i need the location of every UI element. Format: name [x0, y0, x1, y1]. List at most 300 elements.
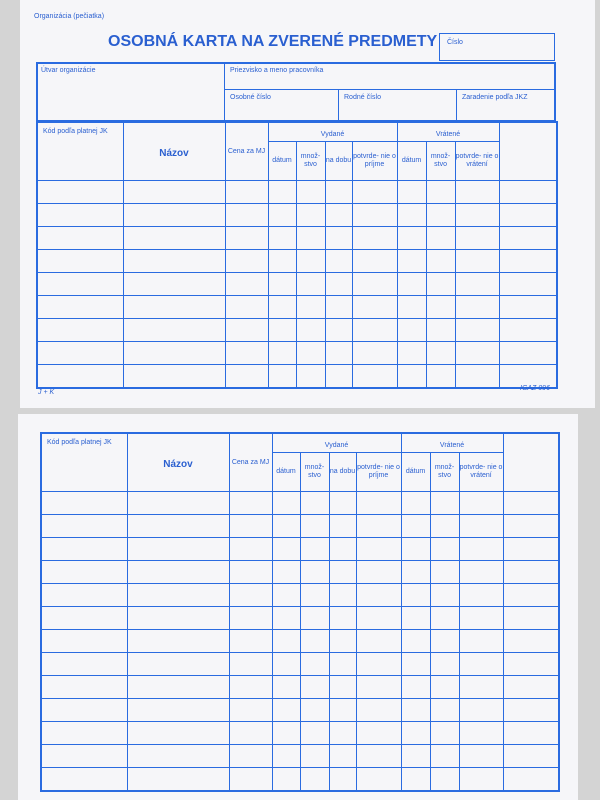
table-cell[interactable]	[499, 250, 557, 273]
table-cell[interactable]	[329, 630, 356, 653]
table-cell[interactable]	[499, 319, 557, 342]
table-cell[interactable]	[296, 204, 325, 227]
price-header: Cena za MJ	[225, 122, 268, 181]
table-cell[interactable]	[352, 227, 397, 250]
table-cell[interactable]	[352, 181, 397, 204]
returned-quantity-header: množ- stvo	[426, 142, 455, 181]
table-cell[interactable]	[503, 607, 559, 630]
table-cell[interactable]	[329, 699, 356, 722]
table-cell[interactable]	[352, 204, 397, 227]
back-code-header: Kód podľa platnej JK	[41, 433, 127, 492]
table-cell[interactable]	[397, 250, 426, 273]
table-cell[interactable]	[300, 745, 329, 768]
table-cell[interactable]	[229, 630, 272, 653]
table-cell[interactable]	[356, 722, 401, 745]
table-cell[interactable]	[455, 204, 499, 227]
table-cell[interactable]	[401, 607, 430, 630]
table-cell[interactable]	[459, 561, 503, 584]
table-cell[interactable]	[300, 653, 329, 676]
table-cell[interactable]	[426, 181, 455, 204]
table-cell[interactable]	[430, 722, 459, 745]
table-cell[interactable]	[401, 492, 430, 515]
table-cell[interactable]	[300, 676, 329, 699]
back-returned-header: Vrátené	[401, 433, 503, 453]
table-row	[37, 365, 557, 388]
table-cell[interactable]	[503, 745, 559, 768]
table-cell[interactable]	[296, 181, 325, 204]
table-cell[interactable]	[401, 722, 430, 745]
employee-info-block	[36, 62, 556, 122]
table-cell[interactable]	[225, 365, 268, 388]
back-returned-quantity-header: množ- stvo	[430, 453, 459, 492]
table-cell[interactable]	[397, 227, 426, 250]
table-cell[interactable]	[401, 584, 430, 607]
table-cell[interactable]	[352, 273, 397, 296]
table-cell[interactable]	[127, 561, 229, 584]
table-cell[interactable]	[503, 768, 559, 791]
table-cell[interactable]	[127, 515, 229, 538]
table-cell[interactable]	[37, 319, 123, 342]
table-cell[interactable]	[123, 204, 225, 227]
table-cell[interactable]	[123, 342, 225, 365]
table-row	[37, 319, 557, 342]
table-cell[interactable]	[225, 250, 268, 273]
table-cell[interactable]	[325, 273, 352, 296]
front-sheet	[20, 0, 595, 408]
table-cell[interactable]	[225, 273, 268, 296]
table-cell[interactable]	[300, 492, 329, 515]
table-cell[interactable]	[499, 227, 557, 250]
table-cell[interactable]	[455, 319, 499, 342]
table-cell[interactable]	[356, 699, 401, 722]
table-cell[interactable]	[123, 365, 225, 388]
table-cell[interactable]	[430, 676, 459, 699]
table-cell[interactable]	[503, 538, 559, 561]
table-cell[interactable]	[503, 492, 559, 515]
table-cell[interactable]	[455, 296, 499, 319]
table-row	[41, 515, 559, 538]
table-cell[interactable]	[352, 365, 397, 388]
table-cell[interactable]	[426, 342, 455, 365]
front-items-table	[36, 121, 558, 389]
table-cell[interactable]	[401, 699, 430, 722]
table-cell[interactable]	[503, 561, 559, 584]
table-cell[interactable]	[356, 676, 401, 699]
table-cell[interactable]	[123, 296, 225, 319]
table-row	[41, 676, 559, 699]
table-cell[interactable]	[503, 515, 559, 538]
table-cell[interactable]	[37, 250, 123, 273]
table-cell[interactable]	[430, 515, 459, 538]
table-cell[interactable]	[123, 181, 225, 204]
classification-label: Zaradenie podľa JKZ	[462, 94, 528, 101]
table-cell[interactable]	[123, 319, 225, 342]
table-cell[interactable]	[268, 365, 296, 388]
table-cell[interactable]	[426, 296, 455, 319]
back-name-header: Názov	[127, 433, 229, 492]
table-cell[interactable]	[41, 492, 127, 515]
table-cell[interactable]	[300, 699, 329, 722]
table-cell[interactable]	[329, 768, 356, 791]
number-field[interactable]	[439, 33, 555, 61]
table-cell[interactable]	[426, 273, 455, 296]
table-cell[interactable]	[127, 768, 229, 791]
table-cell[interactable]	[41, 584, 127, 607]
table-cell[interactable]	[296, 227, 325, 250]
table-cell[interactable]	[127, 722, 229, 745]
table-cell[interactable]	[356, 538, 401, 561]
table-cell[interactable]	[300, 584, 329, 607]
table-cell[interactable]	[268, 273, 296, 296]
table-cell[interactable]	[430, 745, 459, 768]
table-cell[interactable]	[41, 699, 127, 722]
table-cell[interactable]	[123, 227, 225, 250]
table-cell[interactable]	[430, 561, 459, 584]
table-cell[interactable]	[499, 273, 557, 296]
table-cell[interactable]	[459, 584, 503, 607]
table-cell[interactable]	[499, 296, 557, 319]
table-cell[interactable]	[296, 319, 325, 342]
table-cell[interactable]	[499, 181, 557, 204]
table-cell[interactable]	[397, 273, 426, 296]
table-cell[interactable]	[459, 699, 503, 722]
table-cell[interactable]	[268, 319, 296, 342]
table-cell[interactable]	[430, 630, 459, 653]
table-cell[interactable]	[329, 561, 356, 584]
table-cell[interactable]	[272, 515, 300, 538]
return-confirmation-header: potvrde- nie o vrátení	[455, 142, 499, 181]
table-cell[interactable]	[401, 630, 430, 653]
table-row	[37, 273, 557, 296]
table-cell[interactable]	[127, 676, 229, 699]
table-cell[interactable]	[229, 584, 272, 607]
table-cell[interactable]	[397, 342, 426, 365]
receipt-confirmation-header: potvrde- nie o príjme	[352, 142, 397, 181]
table-cell[interactable]	[352, 342, 397, 365]
table-cell[interactable]	[397, 181, 426, 204]
back-issued-header: Vydané	[272, 433, 401, 453]
table-cell[interactable]	[430, 538, 459, 561]
table-cell[interactable]	[41, 607, 127, 630]
table-cell[interactable]	[127, 745, 229, 768]
table-cell[interactable]	[499, 342, 557, 365]
table-cell[interactable]	[272, 584, 300, 607]
table-cell[interactable]	[127, 699, 229, 722]
table-cell[interactable]	[37, 273, 123, 296]
table-cell[interactable]	[41, 722, 127, 745]
extra-column-header	[499, 122, 557, 181]
table-cell[interactable]	[329, 515, 356, 538]
table-cell[interactable]	[352, 250, 397, 273]
table-cell[interactable]	[41, 561, 127, 584]
table-cell[interactable]	[397, 296, 426, 319]
table-cell[interactable]	[459, 538, 503, 561]
table-cell[interactable]	[41, 653, 127, 676]
table-cell[interactable]	[325, 319, 352, 342]
table-cell[interactable]	[430, 768, 459, 791]
table-cell[interactable]	[356, 492, 401, 515]
returned-date-header: dátum	[397, 142, 426, 181]
table-row	[41, 653, 559, 676]
table-cell[interactable]	[426, 227, 455, 250]
table-cell[interactable]	[401, 768, 430, 791]
table-cell[interactable]	[229, 538, 272, 561]
table-cell[interactable]	[503, 676, 559, 699]
table-cell[interactable]	[272, 653, 300, 676]
table-cell[interactable]	[459, 676, 503, 699]
table-cell[interactable]	[268, 204, 296, 227]
table-row	[41, 607, 559, 630]
table-cell[interactable]	[37, 365, 123, 388]
table-cell[interactable]	[296, 296, 325, 319]
table-cell[interactable]	[268, 250, 296, 273]
back-returned-date-header: dátum	[401, 453, 430, 492]
back-sheet	[18, 414, 578, 800]
table-cell[interactable]	[455, 227, 499, 250]
table-cell[interactable]	[329, 722, 356, 745]
table-cell[interactable]	[397, 365, 426, 388]
table-cell[interactable]	[401, 515, 430, 538]
table-cell[interactable]	[41, 515, 127, 538]
table-cell[interactable]	[503, 584, 559, 607]
footer-left-mark: J + K	[38, 389, 55, 396]
back-receipt-confirmation-header: potvrde- nie o príjme	[356, 453, 401, 492]
table-row	[37, 227, 557, 250]
table-cell[interactable]	[397, 319, 426, 342]
table-cell[interactable]	[272, 745, 300, 768]
table-cell[interactable]	[37, 296, 123, 319]
table-cell[interactable]	[225, 181, 268, 204]
table-cell[interactable]	[455, 181, 499, 204]
back-price-header: Cena za MJ	[229, 433, 272, 492]
table-cell[interactable]	[459, 745, 503, 768]
table-cell[interactable]	[268, 181, 296, 204]
table-row	[41, 722, 559, 745]
name-header: Názov	[123, 122, 225, 181]
table-cell[interactable]	[397, 204, 426, 227]
table-cell[interactable]	[325, 250, 352, 273]
table-cell[interactable]	[37, 204, 123, 227]
table-cell[interactable]	[300, 630, 329, 653]
table-row	[41, 768, 559, 791]
table-cell[interactable]	[300, 607, 329, 630]
table-cell[interactable]	[272, 492, 300, 515]
table-cell[interactable]	[426, 250, 455, 273]
table-cell[interactable]	[426, 319, 455, 342]
table-cell[interactable]	[459, 492, 503, 515]
table-cell[interactable]	[229, 653, 272, 676]
table-cell[interactable]	[430, 492, 459, 515]
table-cell[interactable]	[296, 342, 325, 365]
table-cell[interactable]	[455, 273, 499, 296]
table-row	[37, 296, 557, 319]
issued-period-header: na dobu	[325, 142, 352, 181]
table-cell[interactable]	[499, 204, 557, 227]
table-cell[interactable]	[503, 653, 559, 676]
table-cell[interactable]	[229, 515, 272, 538]
table-cell[interactable]	[459, 722, 503, 745]
table-cell[interactable]	[455, 250, 499, 273]
table-cell[interactable]	[127, 653, 229, 676]
table-cell[interactable]	[455, 342, 499, 365]
back-issued-period-header: na dobu	[329, 453, 356, 492]
table-row	[41, 699, 559, 722]
table-cell[interactable]	[127, 630, 229, 653]
table-cell[interactable]	[401, 653, 430, 676]
table-cell[interactable]	[329, 538, 356, 561]
table-cell[interactable]	[356, 630, 401, 653]
table-cell[interactable]	[325, 204, 352, 227]
table-cell[interactable]	[268, 342, 296, 365]
table-cell[interactable]	[459, 630, 503, 653]
table-cell[interactable]	[325, 227, 352, 250]
table-cell[interactable]	[225, 227, 268, 250]
table-cell[interactable]	[37, 227, 123, 250]
table-cell[interactable]	[229, 607, 272, 630]
table-cell[interactable]	[356, 561, 401, 584]
table-cell[interactable]	[329, 584, 356, 607]
table-cell[interactable]	[37, 342, 123, 365]
table-cell[interactable]	[459, 515, 503, 538]
number-label: Číslo	[447, 39, 463, 46]
table-cell[interactable]	[272, 561, 300, 584]
table-row	[41, 561, 559, 584]
table-cell[interactable]	[426, 204, 455, 227]
table-cell[interactable]	[356, 768, 401, 791]
unit-label: Útvar organizácie	[41, 67, 96, 74]
table-cell[interactable]	[225, 296, 268, 319]
table-cell[interactable]	[272, 722, 300, 745]
table-cell[interactable]	[127, 607, 229, 630]
table-cell[interactable]	[229, 722, 272, 745]
table-cell[interactable]	[268, 296, 296, 319]
table-cell[interactable]	[352, 319, 397, 342]
table-cell[interactable]	[123, 250, 225, 273]
table-cell[interactable]	[329, 607, 356, 630]
table-cell[interactable]	[300, 538, 329, 561]
table-cell[interactable]	[229, 561, 272, 584]
table-row	[41, 584, 559, 607]
table-cell[interactable]	[325, 342, 352, 365]
table-cell[interactable]	[272, 676, 300, 699]
table-cell[interactable]	[272, 607, 300, 630]
table-cell[interactable]	[127, 492, 229, 515]
form-code: IGAZ 096	[520, 385, 550, 392]
table-cell[interactable]	[225, 204, 268, 227]
table-row	[37, 342, 557, 365]
table-cell[interactable]	[225, 342, 268, 365]
table-cell[interactable]	[325, 365, 352, 388]
table-cell[interactable]	[401, 538, 430, 561]
table-cell[interactable]	[229, 699, 272, 722]
table-cell[interactable]	[356, 515, 401, 538]
table-cell[interactable]	[356, 584, 401, 607]
table-cell[interactable]	[37, 181, 123, 204]
table-cell[interactable]	[459, 653, 503, 676]
table-cell[interactable]	[300, 515, 329, 538]
table-cell[interactable]	[229, 745, 272, 768]
table-cell[interactable]	[459, 607, 503, 630]
table-cell[interactable]	[430, 653, 459, 676]
table-cell[interactable]	[229, 492, 272, 515]
back-table-body	[41, 492, 559, 791]
table-cell[interactable]	[229, 768, 272, 791]
issued-quantity-header: množ- stvo	[296, 142, 325, 181]
table-cell[interactable]	[296, 273, 325, 296]
table-cell[interactable]	[329, 492, 356, 515]
table-cell[interactable]	[401, 676, 430, 699]
table-cell[interactable]	[41, 676, 127, 699]
table-cell[interactable]	[503, 630, 559, 653]
employee-name-label: Priezvisko a meno pracovníka	[230, 67, 324, 74]
table-cell[interactable]	[127, 538, 229, 561]
table-cell[interactable]	[300, 722, 329, 745]
table-cell[interactable]	[272, 768, 300, 791]
table-cell[interactable]	[41, 630, 127, 653]
table-cell[interactable]	[300, 768, 329, 791]
table-cell[interactable]	[300, 561, 329, 584]
table-cell[interactable]	[229, 676, 272, 699]
front-table-body	[37, 181, 557, 388]
table-cell[interactable]	[41, 745, 127, 768]
table-cell[interactable]	[430, 699, 459, 722]
table-cell[interactable]	[329, 745, 356, 768]
table-cell[interactable]	[325, 181, 352, 204]
table-cell[interactable]	[356, 653, 401, 676]
table-cell[interactable]	[503, 699, 559, 722]
back-issued-quantity-header: množ- stvo	[300, 453, 329, 492]
table-cell[interactable]	[352, 296, 397, 319]
table-cell[interactable]	[455, 365, 499, 388]
table-cell[interactable]	[272, 538, 300, 561]
table-cell[interactable]	[430, 584, 459, 607]
table-cell[interactable]	[325, 296, 352, 319]
issued-date-header: dátum	[268, 142, 296, 181]
table-cell[interactable]	[41, 768, 127, 791]
table-cell[interactable]	[401, 561, 430, 584]
table-row	[37, 250, 557, 273]
table-cell[interactable]	[356, 745, 401, 768]
table-cell[interactable]	[296, 365, 325, 388]
organization-stamp-label: Organizácia (pečiatka)	[34, 13, 105, 20]
table-row	[41, 630, 559, 653]
table-cell[interactable]	[123, 273, 225, 296]
table-row	[41, 745, 559, 768]
table-cell[interactable]	[329, 676, 356, 699]
table-cell[interactable]	[296, 250, 325, 273]
table-cell[interactable]	[356, 607, 401, 630]
table-cell[interactable]	[127, 584, 229, 607]
table-cell[interactable]	[459, 768, 503, 791]
table-cell[interactable]	[430, 607, 459, 630]
table-row	[37, 181, 557, 204]
table-row	[41, 492, 559, 515]
table-cell[interactable]	[268, 227, 296, 250]
table-cell[interactable]	[329, 653, 356, 676]
table-cell[interactable]	[426, 365, 455, 388]
table-cell[interactable]	[503, 722, 559, 745]
back-extra-column-header	[503, 433, 559, 492]
returned-header: Vrátené	[397, 122, 499, 142]
table-cell[interactable]	[272, 630, 300, 653]
back-items-table	[40, 432, 560, 792]
table-cell[interactable]	[225, 319, 268, 342]
table-row	[41, 538, 559, 561]
table-cell[interactable]	[401, 745, 430, 768]
code-header: Kód podľa platnej JK	[37, 122, 123, 181]
table-cell[interactable]	[41, 538, 127, 561]
table-cell[interactable]	[272, 699, 300, 722]
